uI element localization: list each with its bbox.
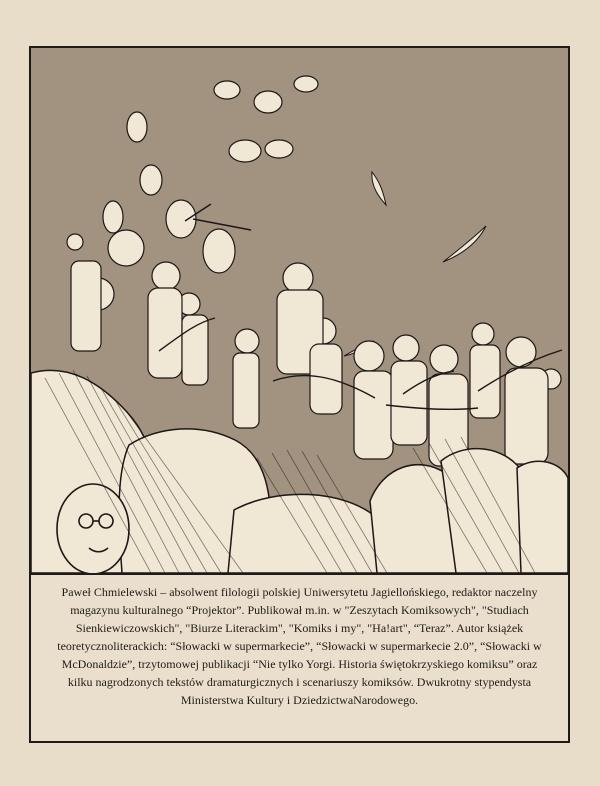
glasses-man: [57, 484, 129, 573]
author-bio-text: Paweł Chmielewski – absolwent filologii polskiej Uniwersytetu Jagiellońskiego, redaktor naczelny magazynu kulturalnego “Projektor”. Publikował m.in. w "Zeszytach Komiksowych", "Studiach Sienkiewiczowskich", "Biurze Literackim", "Komiks i my", "Ha!art", “Teraz”. Autor książek teoretycznoliterackich: “Słowacki w supermarkecie”, “Słowacki w supermarkecie 2.0”, “Słowacki w McDonaldzie”, trzytomowej publikacji “Nie tylko Yorgi. Historia świętokrzyskiego komiksu” oraz kilku nagrodzonych tekstów dramaturgicznych i scenariuszy komiksów. Dwukrotny stypendysta Ministerstwa Kultury i DziedzictwaNarodowego.: [57, 585, 542, 707]
illustration-panel: [29, 46, 570, 743]
author-bio: [49, 583, 550, 733]
crowd-drawing: [31, 48, 568, 573]
crowd-illustration: [31, 48, 568, 575]
